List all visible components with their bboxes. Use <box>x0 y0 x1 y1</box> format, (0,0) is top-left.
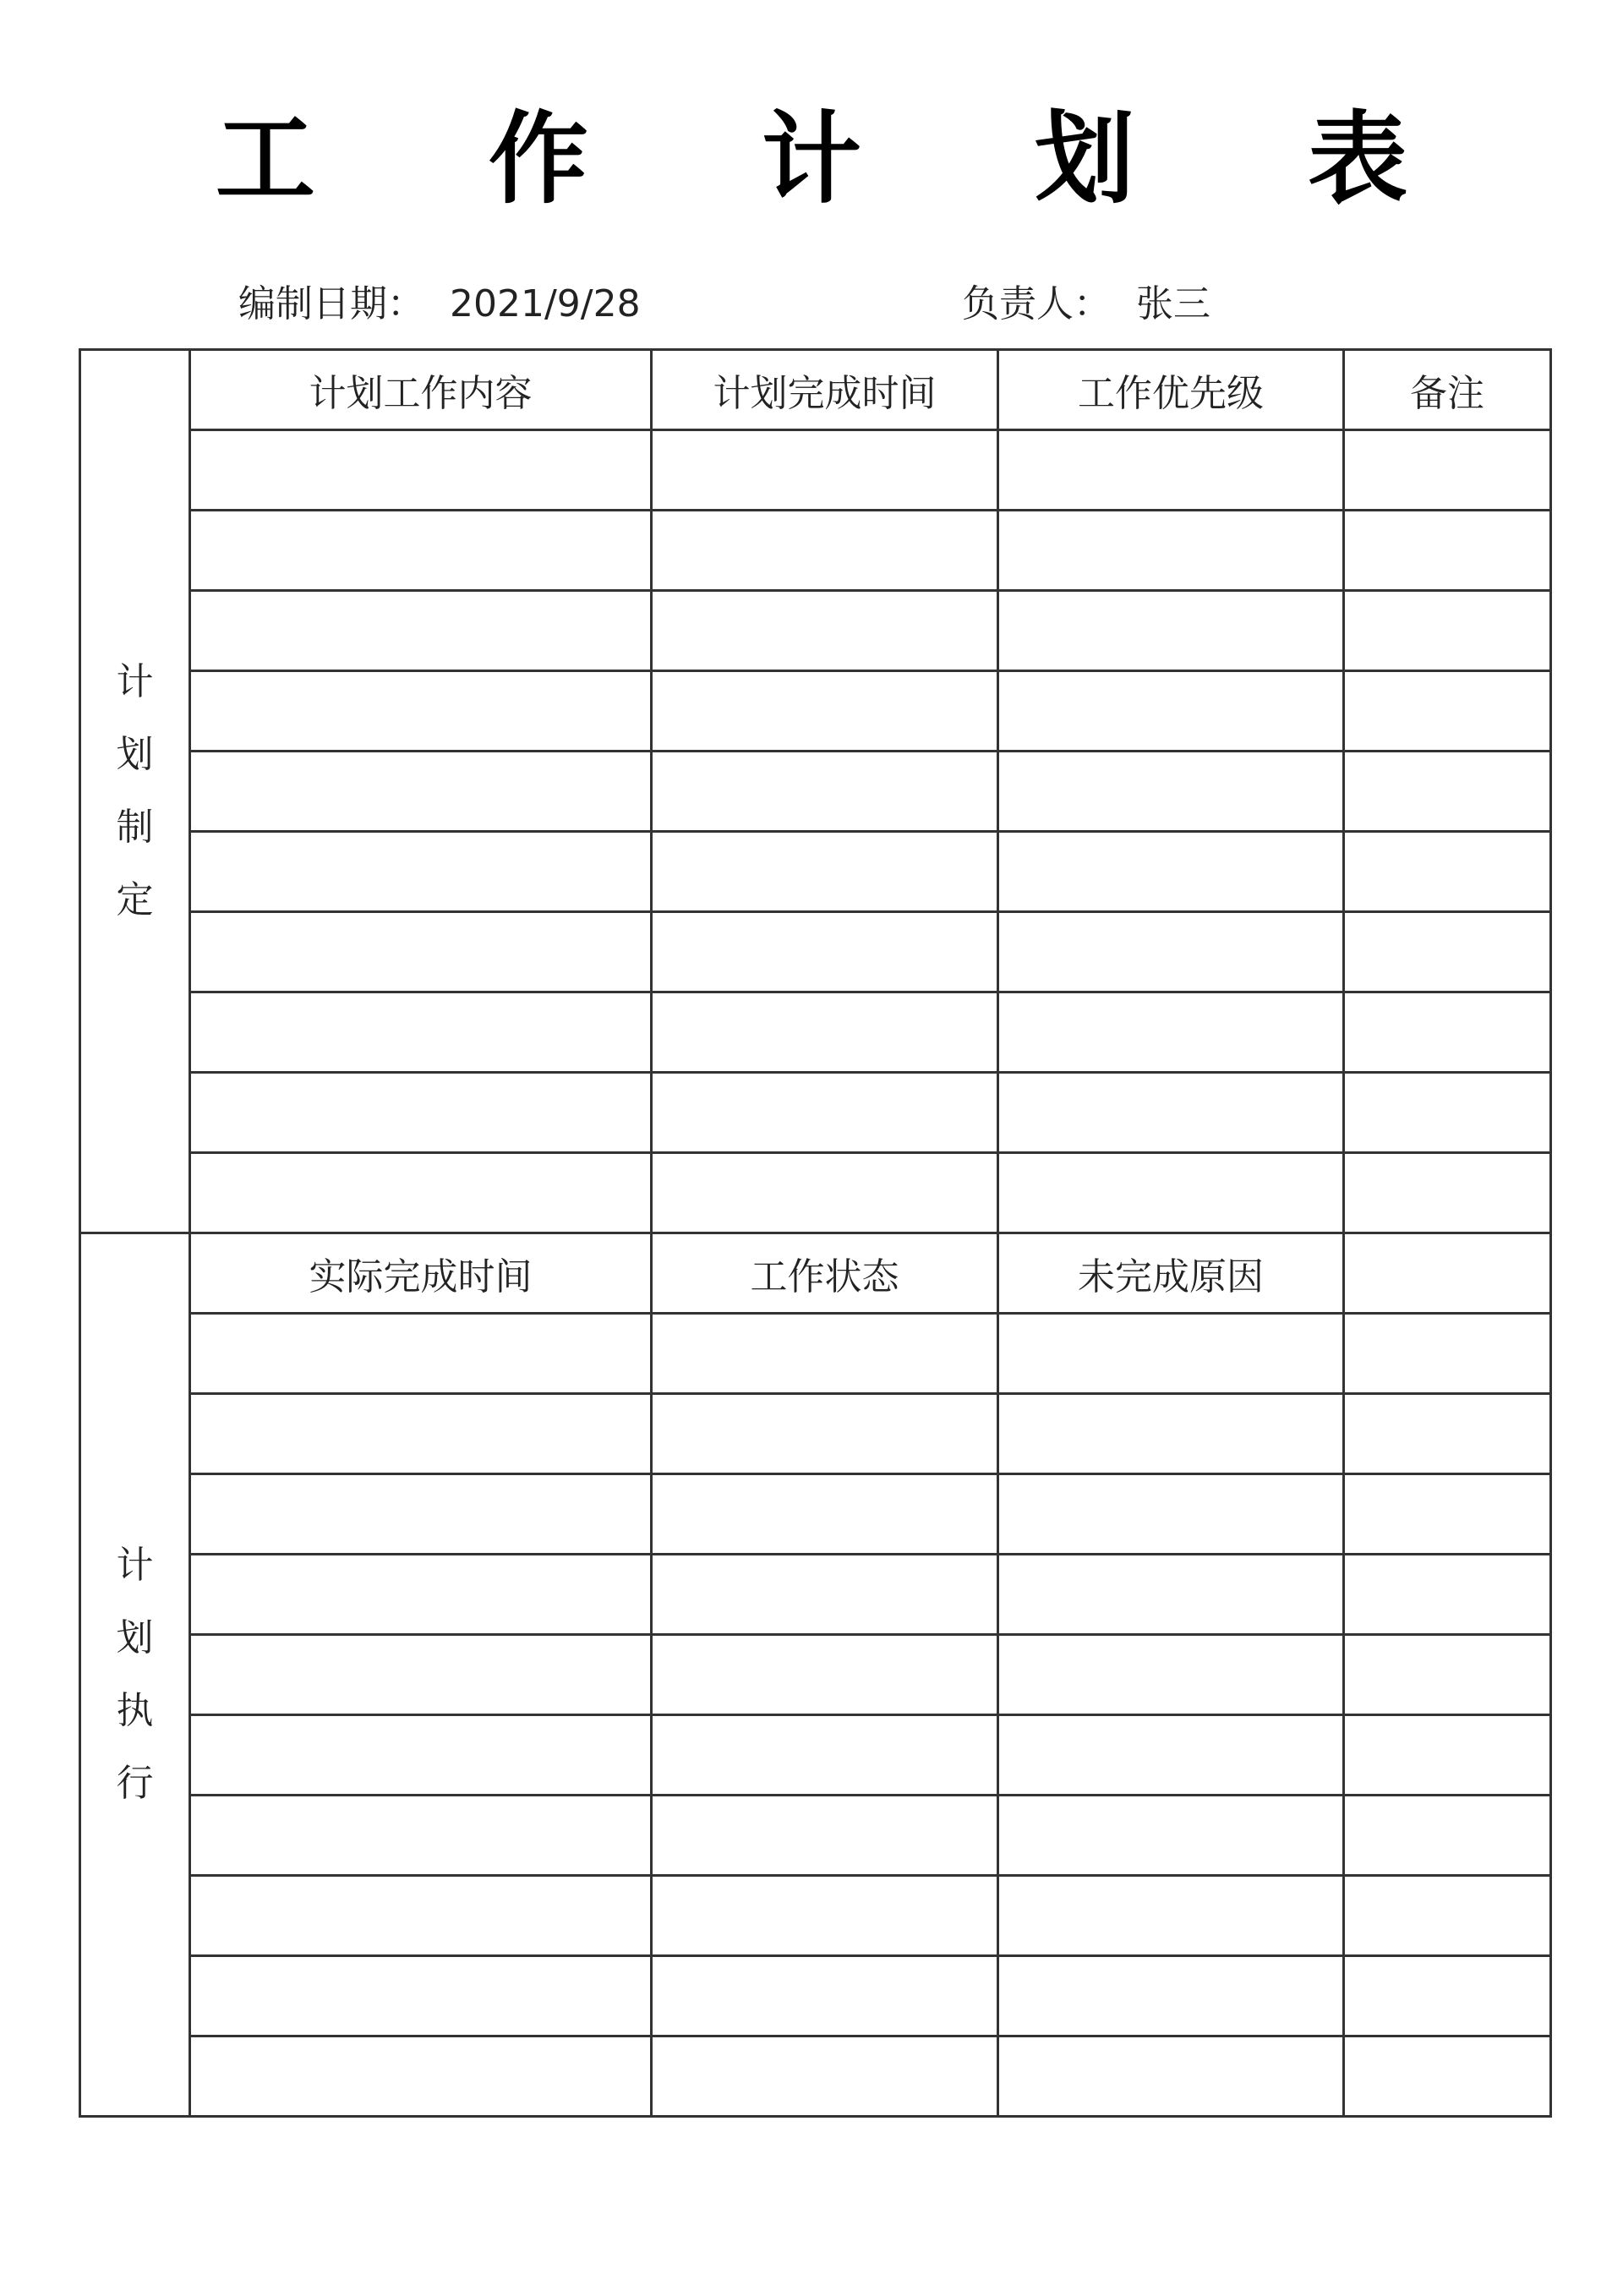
entry-cell[interactable] <box>652 1314 998 1394</box>
entry-cell[interactable] <box>190 671 652 752</box>
entry-cell[interactable] <box>652 2036 998 2117</box>
table-row <box>80 1474 1551 1555</box>
entry-cell[interactable] <box>998 752 1344 832</box>
entry-cell[interactable] <box>652 511 998 591</box>
entry-cell[interactable] <box>652 1394 998 1474</box>
section-label-char: 计 <box>116 1544 154 1587</box>
entry-cell[interactable] <box>652 832 998 912</box>
work-plan-table <box>79 348 1552 2118</box>
entry-cell[interactable] <box>998 511 1344 591</box>
entry-cell[interactable] <box>1344 832 1551 912</box>
entry-cell[interactable] <box>190 832 652 912</box>
entry-cell[interactable] <box>1344 1474 1551 1555</box>
entry-cell[interactable] <box>190 1153 652 1233</box>
entry-cell[interactable] <box>1344 1073 1551 1153</box>
table-row <box>80 2036 1551 2117</box>
entry-cell[interactable] <box>652 1474 998 1555</box>
entry-cell[interactable] <box>1344 912 1551 992</box>
entry-cell[interactable] <box>652 1153 998 1233</box>
entry-cell[interactable] <box>998 912 1344 992</box>
entry-cell[interactable] <box>652 752 998 832</box>
table-row <box>80 1073 1551 1153</box>
entry-cell[interactable] <box>652 1073 998 1153</box>
entry-cell[interactable] <box>998 1314 1344 1394</box>
entry-cell[interactable] <box>1344 752 1551 832</box>
entry-cell[interactable] <box>190 1956 652 2036</box>
entry-cell[interactable] <box>190 752 652 832</box>
entry-cell[interactable] <box>190 1635 652 1715</box>
entry-cell[interactable] <box>652 591 998 671</box>
table-row <box>80 832 1551 912</box>
section-label-char: 定 <box>116 878 154 921</box>
table-row <box>80 912 1551 992</box>
section-label-char: 制 <box>116 806 154 849</box>
entry-cell[interactable] <box>998 1153 1344 1233</box>
entry-cell[interactable] <box>190 1314 652 1394</box>
compile-date-value[interactable]: 2021/9/28 <box>450 282 641 325</box>
table-row <box>80 1394 1551 1474</box>
table-row <box>80 1796 1551 1876</box>
column-header: 工作状态 <box>652 1233 998 1314</box>
entry-cell[interactable] <box>998 1073 1344 1153</box>
entry-cell[interactable] <box>998 992 1344 1073</box>
entry-cell[interactable] <box>190 1715 652 1796</box>
responsible-person <box>962 279 1210 330</box>
entry-cell[interactable] <box>998 832 1344 912</box>
table-row <box>80 1956 1551 2036</box>
entry-cell[interactable] <box>998 2036 1344 2117</box>
entry-cell[interactable] <box>1344 1715 1551 1796</box>
section-label-char: 执 <box>116 1689 154 1732</box>
entry-cell[interactable] <box>1344 1796 1551 1876</box>
entry-cell[interactable] <box>1344 1956 1551 2036</box>
entry-cell[interactable] <box>190 1876 652 1956</box>
column-header: 计划工作内容 <box>190 350 652 430</box>
section-header-row <box>80 350 1551 430</box>
entry-cell[interactable] <box>652 430 998 511</box>
entry-cell[interactable] <box>652 1796 998 1876</box>
table-row <box>80 1314 1551 1394</box>
entry-cell[interactable] <box>998 1876 1344 1956</box>
section-label-char: 划 <box>116 1616 154 1659</box>
entry-cell[interactable] <box>1344 591 1551 671</box>
table-row <box>80 1153 1551 1233</box>
table-row <box>80 671 1551 752</box>
entry-cell[interactable] <box>998 1635 1344 1715</box>
entry-cell[interactable] <box>1344 1394 1551 1474</box>
entry-cell[interactable] <box>1344 992 1551 1073</box>
table-row <box>80 591 1551 671</box>
entry-cell[interactable] <box>652 912 998 992</box>
entry-cell[interactable] <box>1344 1153 1551 1233</box>
entry-cell[interactable] <box>190 1073 652 1153</box>
entry-cell[interactable] <box>1344 1635 1551 1715</box>
column-header <box>1344 1233 1551 1314</box>
entry-cell[interactable] <box>998 1956 1344 2036</box>
entry-cell[interactable] <box>1344 430 1551 511</box>
entry-cell[interactable] <box>998 591 1344 671</box>
table-row <box>80 1876 1551 1956</box>
entry-cell[interactable] <box>190 1796 652 1876</box>
section-label-text <box>81 660 189 921</box>
table-row <box>80 430 1551 511</box>
section-label-char: 划 <box>116 733 154 776</box>
table-row <box>80 1715 1551 1796</box>
entry-cell[interactable] <box>190 1474 652 1555</box>
responsible-person-value[interactable]: 张三 <box>1136 282 1210 325</box>
entry-cell[interactable] <box>190 511 652 591</box>
entry-cell[interactable] <box>652 1555 998 1635</box>
column-header: 计划完成时间 <box>652 350 998 430</box>
entry-cell[interactable] <box>998 671 1344 752</box>
section-header-row <box>80 1233 1551 1314</box>
entry-cell[interactable] <box>998 1555 1344 1635</box>
entry-cell[interactable] <box>998 1715 1344 1796</box>
entry-cell[interactable] <box>1344 1555 1551 1635</box>
table-row <box>80 511 1551 591</box>
section-label-plan-making <box>80 350 190 1233</box>
section-label-char: 计 <box>116 660 154 703</box>
work-plan-table-body <box>80 350 1551 2117</box>
column-header: 备注 <box>1344 350 1551 430</box>
entry-cell[interactable] <box>1344 1876 1551 1956</box>
page-title: 工 作 计 划 表 <box>215 101 1478 217</box>
compile-date <box>238 279 641 330</box>
entry-cell[interactable] <box>1344 511 1551 591</box>
section-label-plan-execution <box>80 1233 190 2117</box>
entry-cell[interactable] <box>652 1956 998 2036</box>
column-header: 未完成原因 <box>998 1233 1344 1314</box>
responsible-person-label: 负责人： <box>962 282 1111 325</box>
entry-cell[interactable] <box>190 1555 652 1635</box>
entry-cell[interactable] <box>652 1876 998 1956</box>
section-label-char: 行 <box>116 1762 154 1805</box>
entry-cell[interactable] <box>1344 1314 1551 1394</box>
entry-cell[interactable] <box>998 1474 1344 1555</box>
entry-cell[interactable] <box>190 992 652 1073</box>
entry-cell[interactable] <box>652 1715 998 1796</box>
entry-cell[interactable] <box>190 430 652 511</box>
table-row <box>80 1635 1551 1715</box>
entry-cell[interactable] <box>1344 671 1551 752</box>
entry-cell[interactable] <box>998 1394 1344 1474</box>
section-label-text <box>81 1544 189 1805</box>
column-header: 实际完成时间 <box>190 1233 652 1314</box>
compile-date-label: 编制日期： <box>238 282 424 325</box>
entry-cell[interactable] <box>190 2036 652 2117</box>
column-header: 工作优先级 <box>998 350 1344 430</box>
entry-cell[interactable] <box>1344 2036 1551 2117</box>
entry-cell[interactable] <box>652 992 998 1073</box>
entry-cell[interactable] <box>652 671 998 752</box>
entry-cell[interactable] <box>190 591 652 671</box>
entry-cell[interactable] <box>190 912 652 992</box>
table-row <box>80 752 1551 832</box>
entry-cell[interactable] <box>998 1796 1344 1876</box>
entry-cell[interactable] <box>998 430 1344 511</box>
table-row <box>80 992 1551 1073</box>
entry-cell[interactable] <box>652 1635 998 1715</box>
entry-cell[interactable] <box>190 1394 652 1474</box>
table-row <box>80 1555 1551 1635</box>
